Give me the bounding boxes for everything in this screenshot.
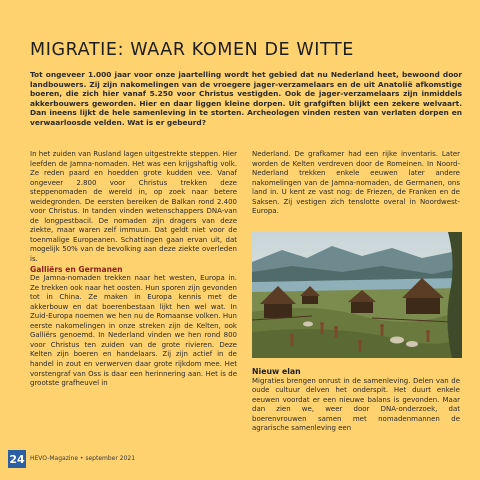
publication-footer: HEVO-Magazine • september 2021 bbox=[30, 455, 136, 462]
paragraph-germanen: Nederland. De grafkamer had een rijke inventaris. Later worden de Kelten verdreven door de Romeinen. In Noord-Nederland trekken enkele eeuwen later andere nakomelingen van de Jamna-nomaden, de Germanen, ons land in. U kent ze vast nog: de Friezen, de Franken en de Saksen. Zij vestigen zich tenslotte overal in Noordwest-Europa. bbox=[252, 150, 460, 216]
subheading-nieuw-elan: Nieuw elan bbox=[252, 367, 301, 376]
subheading-galliers-germanen: Galliërs en Germanen bbox=[30, 264, 123, 274]
paragraph-jamna-west: De Jamna-nomaden trekken naar het westen, Europa in. Ze trekken ook naar het oosten. Hun sporen zijn gevonden tot in China. Ze maken in Europa kennis met de akkerbouw en dat boerenbestaan lijkt hen wel wat. In Zuid-Europa noemen we hen nu de Romaanse volken. Hun eerste nakomelingen in onze streken zijn de Kelten, ook Galliërs genoemd. In Nederland vinden we hen rond 800 voor Christus ten zuiden van de grote rivieren. Deze Kelten zijn boeren en handelaars. Zij zijn actief in de handel in zout en verwerven daar grote rijkdom mee. Het vorstengraf van Oss is daar een herinnering aan. Het is de grootste grafheuvel in bbox=[30, 274, 237, 388]
prehistoric-village-illustration bbox=[252, 232, 462, 358]
village-scene-drawing bbox=[252, 232, 462, 358]
paragraph-steppe-nomads: In het zuiden van Rusland lagen uitgestrekte steppen. Hier leefden de Jamna-nomaden. Het was een krijgshaftig volk. Ze reden paard en hoedden grote kudden vee. Vanaf ongeveer 2.800 voor Christus trekken deze steppenomaden de wereld in, op zoek naar betere weidegronden. De eersten bereiken de Balkan rond 2.400 voor Christus. In tanden vinden wetenschappers DNA-van de longpestbacil. De nomaden zijn dragers van deze ziekte, maar waren zelf immuun. Dat geldt niet voor de toenmalige Europeanen. Schattingen gaan ervan uit, dat mogelijk 50% van de bevolking aan deze ziekte overleden is. bbox=[30, 150, 237, 264]
page-number-badge: 24 bbox=[8, 450, 26, 468]
column-right-top bbox=[252, 150, 460, 217]
article-intro: Tot ongeveer 1.000 jaar voor onze jaartelling wordt het gebied dat nu Nederland heet, bewoond door landbouwers. Zij zijn nakomelingen van de vroegere jager-verzamelaars en de uit Anatolië afkomstige boeren, die zich hier vanaf 5.250 voor Christus vestigden. Ook de jager-verzamelaars zijn inmiddels akkerbouwers geworden. Hier en daar liggen kleine dorpen. Uit grafgiften blijkt een zekere welvaart. Dan ineens lijkt de hele samenleving in te storten. Archeologen vinden resten van verlaten dorpen en verwaarloosde velden. Wat is er gebeurd? bbox=[30, 70, 462, 127]
column-right-bottom bbox=[252, 367, 460, 434]
column-left bbox=[30, 150, 237, 389]
article-title: MIGRATIE: WAAR KOMEN DE WITTE bbox=[30, 40, 354, 60]
paragraph-migraties: Migraties brengen onrust in de samenleving. Delen van de oude cultuur delven het onderspit. Het duurt enkele eeuwen voordat er een nieuwe balans is gevonden. Maar dan zien we, weer door DNA-onderzoek, dat boerenvrouwen samen met nomadenmannen de agrarische samenleving een bbox=[252, 376, 460, 433]
